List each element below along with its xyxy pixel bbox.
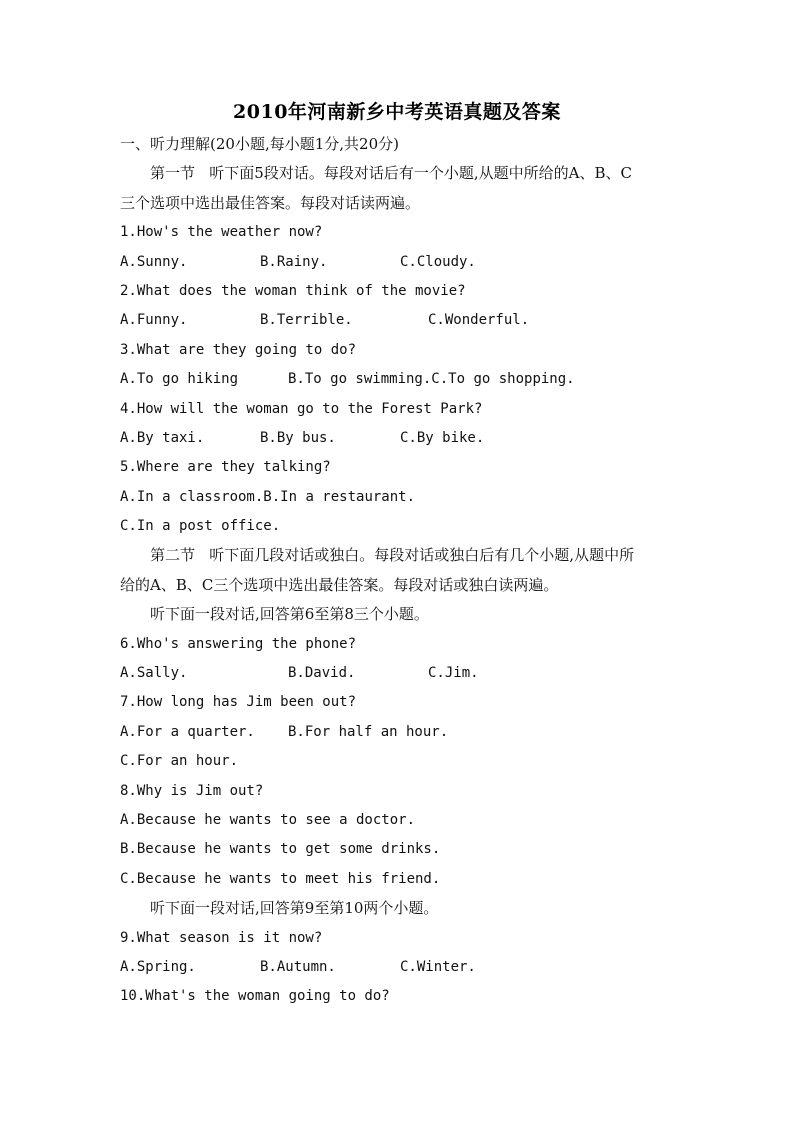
question-2: 2.What does the woman think of the movie? xyxy=(120,282,466,299)
option-a: A.Spring. xyxy=(120,958,196,975)
option-a: A.Funny. xyxy=(120,312,188,329)
option-c: C.Cloudy. xyxy=(400,253,476,270)
question-6-options xyxy=(120,659,680,688)
option-a: A.Sunny. xyxy=(120,253,188,270)
option-a: A.For a quarter. xyxy=(120,723,255,740)
option-b: B.For half an hour. xyxy=(288,723,449,740)
question-7-options xyxy=(120,718,680,747)
question-1-options xyxy=(120,248,680,277)
option-a: A.Sally. xyxy=(120,665,188,682)
option-b: B.In a restaurant. xyxy=(263,488,416,505)
question-5-options xyxy=(120,483,680,512)
option-c: C.In a post office. xyxy=(120,518,281,535)
option-a: A.By taxi. xyxy=(120,429,205,446)
option-a: A.To go hiking xyxy=(120,371,239,388)
document-body xyxy=(120,130,680,1012)
option-c: C.By bike. xyxy=(400,429,485,446)
question-1: 1.How's the weather now? xyxy=(120,224,323,241)
question-4-options xyxy=(120,424,680,453)
question-2-options xyxy=(120,306,680,335)
option-c: C.Wonderful. xyxy=(428,312,530,329)
question-4: 4.How will the woman go to the Forest Park? xyxy=(120,400,483,417)
part2-instructions-line1: 第二节 听下面几段对话或独白。每段对话或独白后有几个小题,从题中所 xyxy=(150,546,635,565)
dialogue-intro-6-8: 听下面一段对话,回答第6至第8三个小题。 xyxy=(150,605,429,624)
question-7: 7.How long has Jim been out? xyxy=(120,694,357,711)
part2-instructions-line2: 给的A、B、C三个选项中选出最佳答案。每段对话或独白读两遍。 xyxy=(120,575,559,594)
document-title: 2010年河南新乡中考英语真题及答案 xyxy=(233,101,561,123)
option-b: B.To go swimming. xyxy=(288,371,432,388)
option-b: B.David. xyxy=(288,665,356,682)
option-b: B.Terrible. xyxy=(260,312,353,329)
question-3-options xyxy=(120,365,680,394)
option-c: C.Winter. xyxy=(400,958,476,975)
section-heading: 一、听力理解(20小题,每小题1分,共20分) xyxy=(120,135,399,153)
question-8: 8.Why is Jim out? xyxy=(120,782,264,799)
part1-instructions-line1: 第一节 听下面5段对话。每段对话后有一个小题,从题中所给的A、B、C xyxy=(150,164,632,183)
option-b: B.Rainy. xyxy=(260,253,328,270)
question-5: 5.Where are they talking? xyxy=(120,459,331,476)
option-a: A.In a classroom. xyxy=(120,488,264,505)
part1-instructions-line2: 三个选项中选出最佳答案。每段对话读两遍。 xyxy=(120,193,421,212)
option-b: B.By bus. xyxy=(260,429,336,446)
option-c: C.To go shopping. xyxy=(431,371,575,388)
question-6: 6.Who's answering the phone? xyxy=(120,635,357,652)
dialogue-intro-9-10: 听下面一段对话,回答第9至第10两个小题。 xyxy=(150,899,439,918)
question-3: 3.What are they going to do? xyxy=(120,341,357,358)
option-c: C.Because he wants to meet his friend. xyxy=(120,870,441,887)
question-10: 10.What's the woman going to do? xyxy=(120,988,390,1005)
question-9-options xyxy=(120,953,680,982)
option-a: A.Because he wants to see a doctor. xyxy=(120,811,416,828)
option-b: B.Because he wants to get some drinks. xyxy=(120,841,441,858)
option-c: C.For an hour. xyxy=(120,753,239,770)
option-c: C.Jim. xyxy=(428,665,479,682)
option-b: B.Autumn. xyxy=(260,958,336,975)
question-9: 9.What season is it now? xyxy=(120,929,323,946)
